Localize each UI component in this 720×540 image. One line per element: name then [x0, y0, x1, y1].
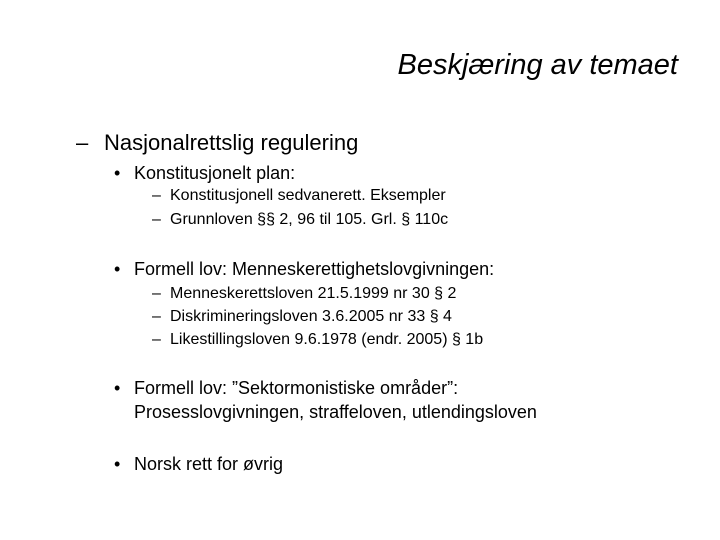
sub-item [152, 331, 483, 349]
dash-marker: – [152, 211, 161, 228]
dash-marker: – [152, 285, 161, 302]
slide-title: Beskjæring av temaet [397, 49, 678, 81]
bullet-marker: • [114, 259, 121, 279]
bullet-sector-areas [114, 378, 458, 399]
sub-item-text: Diskrimineringsloven 3.6.2005 nr 33 § 4 [170, 308, 452, 325]
bullet-other-law [114, 454, 283, 475]
dash-marker: – [152, 187, 161, 204]
sub-item-text: Menneskerettsloven 21.5.1999 nr 30 § 2 [170, 285, 457, 302]
dash-marker: – [76, 130, 89, 155]
sub-item-text: Konstitusjonell sedvanerett. Eksempler [170, 187, 446, 204]
bullet-constitutional [114, 163, 295, 184]
bullet-text: Norsk rett for øvrig [134, 454, 284, 474]
bullet-text: Formell lov: Menneskerettighetslovgivningen: [134, 259, 495, 279]
bullet-marker: • [114, 378, 121, 398]
sub-item-text: Likestillingsloven 9.6.1978 (endr. 2005) § 1b [170, 331, 484, 348]
sub-item-text: Grunnloven §§ 2, 96 til 105. Grl. § 110c [170, 211, 449, 228]
sub-item [152, 285, 456, 303]
bullet-marker: • [114, 454, 121, 474]
bullet-marker: • [114, 163, 121, 183]
bullet-formal-law [114, 259, 494, 280]
bullet-text: Konstitusjonelt plan: [134, 163, 296, 183]
sub-item [152, 308, 452, 326]
bullet-continuation: Prosesslovgivningen, straffeloven, utlendingsloven [134, 402, 537, 422]
sub-item [152, 187, 446, 205]
sub-item [152, 211, 448, 229]
dash-marker: – [152, 331, 161, 348]
dash-marker: – [152, 308, 161, 325]
bullet-text: Formell lov: ”Sektormonistiske områder”: [134, 378, 459, 398]
heading-item [76, 130, 358, 156]
heading-text: Nasjonalrettslig regulering [104, 130, 359, 155]
